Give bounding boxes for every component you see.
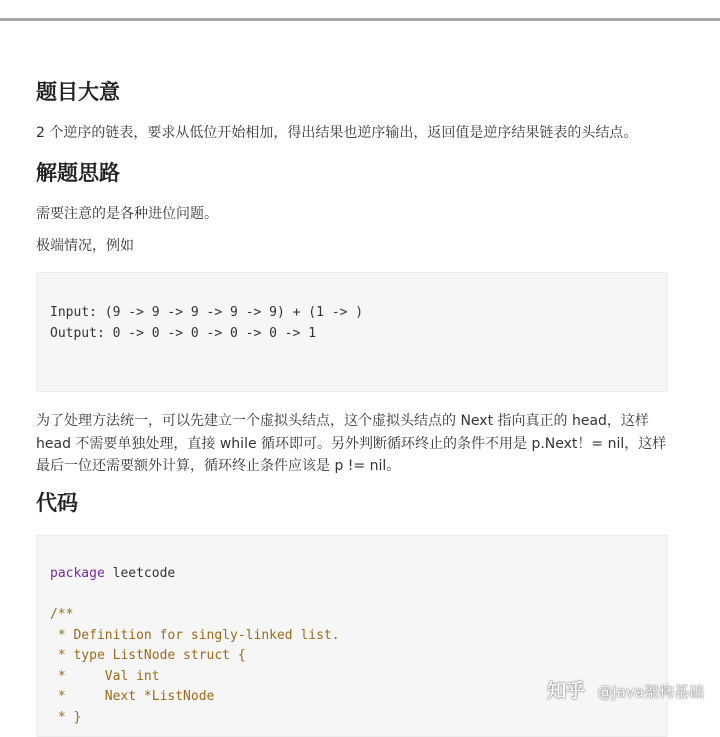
code-comment-line: * }	[50, 709, 82, 725]
package-keyword: package	[50, 566, 105, 581]
example-input-line: Input: (9 -> 9 -> 9 -> 9 -> 9) + (1 -> )	[50, 305, 364, 320]
watermark-author: @Java架构基础	[597, 683, 704, 701]
edge-case-text: 极端情况，例如	[36, 238, 134, 254]
code-comment-line: * Next *ListNode	[50, 689, 215, 704]
package-name: leetcode	[104, 566, 176, 581]
heading-problem-summary: 题目大意	[36, 80, 120, 104]
heading-code: 代码	[36, 491, 78, 515]
example-output-line: Output: 0 -> 0 -> 0 -> 0 -> 0 -> 1	[50, 325, 317, 341]
code-comment-line: /**	[50, 607, 74, 622]
code-comment-line: * Definition for singly-linked list.	[50, 627, 340, 643]
example-code-block	[36, 272, 668, 392]
code-comment-line: * Val int	[50, 668, 160, 684]
carry-note-text: 需要注意的是各种进位问题。	[36, 206, 218, 222]
top-divider	[0, 18, 720, 21]
watermark-brand: 知乎	[547, 680, 586, 702]
solution-code-block	[36, 535, 668, 737]
watermark	[547, 676, 704, 703]
approach-text: 为了处理方法统一，可以先建立一个虚拟头结点，这个虚拟头结点的 Next 指向真正的 head，这样 head 不需要单独处理，直接 while 循环即可。另外判断循环终止的条件不用是 p.Next！= nil，这样最后一位还需要额外计算，循环终止条件应该是 p != nil。	[36, 413, 667, 474]
code-comment-line: * type ListNode struct {	[50, 648, 246, 663]
heading-solution-idea: 解题思路	[36, 161, 120, 185]
problem-summary-text: 2 个逆序的链表，要求从低位开始相加，得出结果也逆序输出，返回值是逆序结果链表的头结点。	[36, 125, 638, 141]
